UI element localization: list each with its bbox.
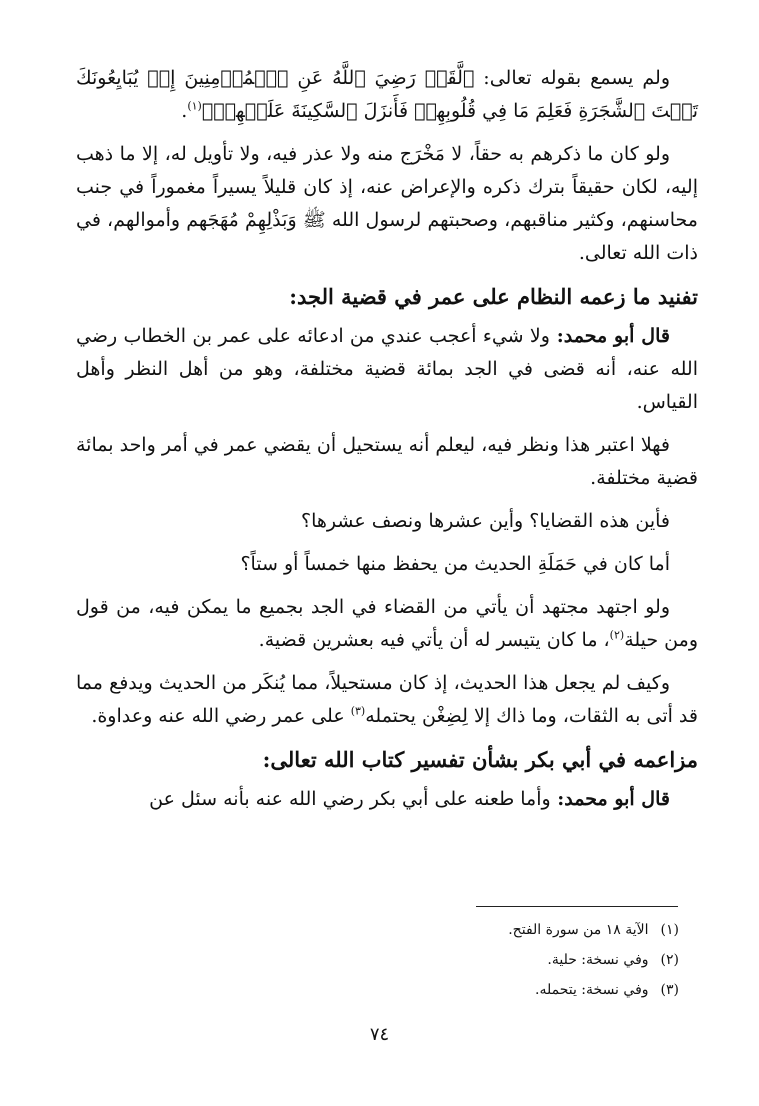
paragraph-text: ولو اجتهد مجتهد أن يأتي من القضاء في الجد بجميع ما يمكن فيه، من قول ومن حيلة xyxy=(76,596,698,651)
paragraph-text: ولم يسمع بقوله تعالى: xyxy=(474,67,670,89)
footnote-number: (٢) xyxy=(660,952,679,968)
footnote-number: (١) xyxy=(660,922,679,938)
paragraph-7 xyxy=(76,591,698,657)
page-body xyxy=(76,62,698,826)
page-number: ٧٤ xyxy=(369,1024,390,1045)
paragraph-text: وأما طعنه على أبي بكر رضي الله عنه بأنه سئل عن xyxy=(149,788,551,810)
footnote-ref-2: (٢) xyxy=(609,628,625,642)
section-heading-1: تفنيد ما زعمه النظام على عمر في قضية الجد: xyxy=(289,284,698,309)
paragraph-end: . xyxy=(181,100,188,122)
paragraph-9 xyxy=(76,783,698,816)
paragraph-text: ولا شيء أعجب عندي من ادعائه على عمر بن الخطاب رضي الله عنه، أنه قضى في الجد بمائة قضية مختلفة، وهو من أهل النظر وأهل القياس. xyxy=(76,325,698,413)
paragraph-6: أما كان في حَمَلَةِ الحديث من يحفظ منها خمساً أو ستاً؟ xyxy=(240,553,670,575)
paragraph-5: فأين هذه القضايا؟ وأين عشرها ونصف عشرها؟ xyxy=(301,510,670,532)
paragraph-3 xyxy=(76,320,698,419)
footnote-text: وفي نسخة: يتحمله. xyxy=(535,982,649,998)
quran-verse: ﴿لَّقَدۡ رَضِيَ ٱللَّهُ عَنِ ٱلۡمُؤۡمِنِينَ إِذۡ يُبَايِعُونَكَ تَحۡتَ ٱلشَّجَرَةِ فَعَلِمَ مَا فِي قُلُوبِهِمۡ فَأَنزَلَ ٱلسَّكِينَةَ عَلَيۡهِمۡ﴾ xyxy=(76,67,698,122)
footnote-2 xyxy=(379,945,679,975)
footnote-text: الآية ١٨ من سورة الفتح. xyxy=(508,922,649,938)
footnote-ref-1: (١) xyxy=(187,99,202,113)
paragraph-text: وكيف لم يجعل هذا الحديث، إذ كان مستحيلاً، مما يُنكَر من الحديث ويدفع مما قد أتى به الثقات، وما ذاك إلا لِضِغْن يحتمله xyxy=(76,672,698,727)
footnote-3 xyxy=(379,975,679,1005)
footnote-1 xyxy=(379,915,679,945)
paragraph-text-continued: على عمر رضي الله عنه وعداوة. xyxy=(91,705,351,727)
footnote-divider xyxy=(476,906,678,907)
paragraph-1 xyxy=(76,62,698,128)
footnotes xyxy=(379,915,679,1005)
section-heading-2: مزاعمه في أبي بكر بشأن تفسير كتاب الله تعالى: xyxy=(262,747,698,772)
paragraph-text-continued: ، ما كان يتيسر له أن يأتي فيه بعشرين قضية. xyxy=(258,629,610,651)
speaker-lead: قال أبو محمد: xyxy=(549,325,670,347)
paragraph-4: فهلا اعتبر هذا ونظر فيه، ليعلم أنه يستحيل أن يقضي عمر في أمر واحد بمائة قضية مختلفة. xyxy=(76,434,698,489)
footnote-number: (٣) xyxy=(660,982,679,998)
paragraph-2: ولو كان ما ذكرهم به حقاً، لا مَخْرَج منه ولا عذر فيه، ولا تأويل له، إلا ما ذهب إليه، لكان حقيقاً بترك ذكره والإعراض عنه، إذ كان قليلاً يسيراً مغموراً في جنب محاسنهم، وكثير مناقبهم، وصحبتهم لرسول الله ﷺ وَبَذْلِهِمْ مُهَجَهم وأموالهم، في ذات الله تعالى. xyxy=(76,143,698,264)
paragraph-8 xyxy=(76,667,698,733)
speaker-lead: قال أبو محمد: xyxy=(550,788,670,810)
footnote-ref-3: (٣) xyxy=(350,704,366,718)
footnote-text: وفي نسخة: حلية. xyxy=(547,952,649,968)
